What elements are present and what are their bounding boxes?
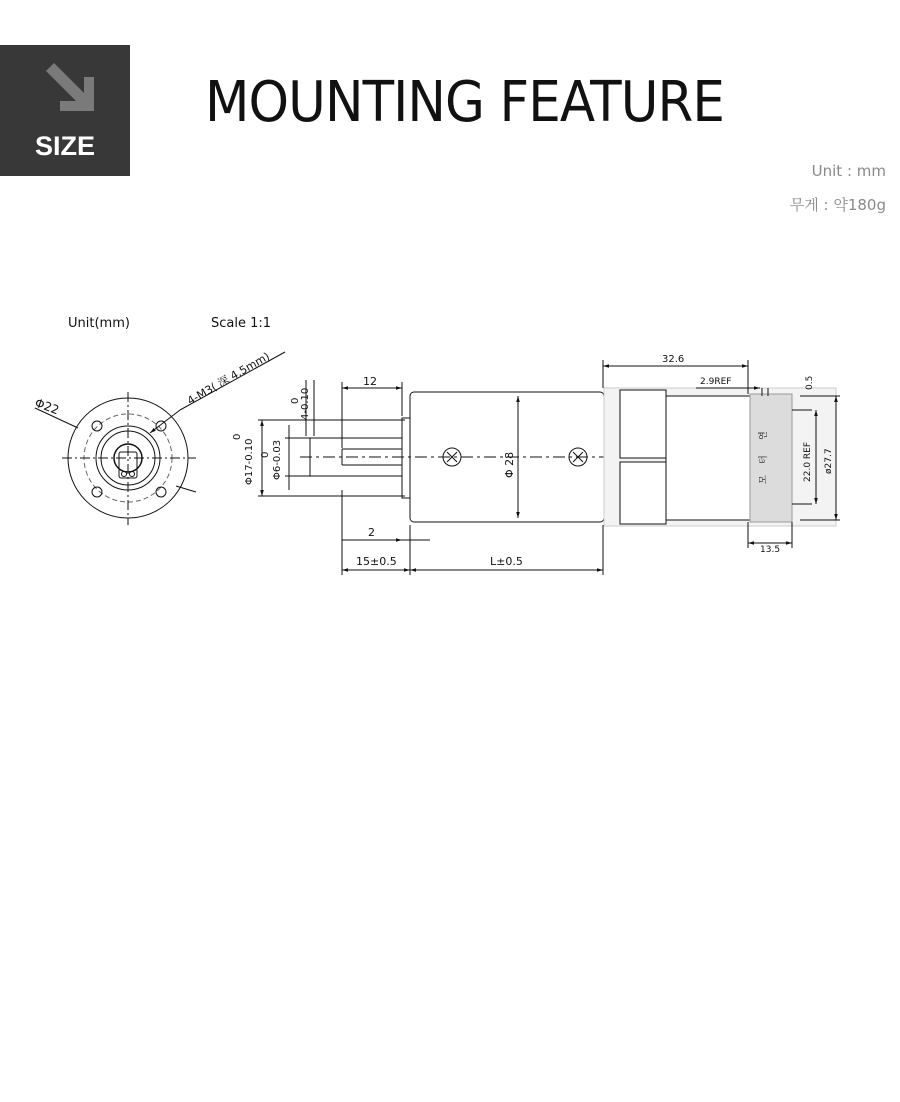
dim-22-ref-label: 22.0 REF — [803, 441, 813, 482]
motor-label-0: 모 — [759, 475, 769, 484]
dim-4-tol: 0 — [290, 397, 301, 404]
dim-28-label: Φ 28 — [503, 451, 516, 478]
dim-0-5-label: 0.5 — [805, 375, 815, 390]
dim-2-label: 2 — [368, 526, 375, 539]
front-screw-label: 4-M3( 深 4.5mm) — [185, 349, 273, 408]
dim-32-6-label: 32.6 — [662, 354, 685, 365]
unit-text: Unit : mm — [811, 162, 886, 180]
dim-2-9-label: 2.9REF — [700, 377, 732, 387]
arrow-down-right-icon — [40, 57, 100, 117]
motor-label-1: 터 — [759, 455, 769, 464]
drawing-scale-label: Scale 1:1 — [211, 316, 272, 331]
dim-12-label: 12 — [363, 375, 377, 388]
dim-4-label: 4-0.10 — [300, 387, 311, 420]
page-title: MOUNTING FEATURE — [205, 70, 724, 135]
side-view — [258, 380, 620, 575]
dim-15-label: 15±0.5 — [356, 555, 397, 568]
front-view — [32, 349, 285, 525]
front-dia-label: Φ22 — [32, 395, 61, 418]
dim-17-tol: 0 — [232, 433, 243, 440]
dim-27-7-label: ø27.7 — [824, 448, 834, 474]
dim-13-5-label: 13.5 — [760, 545, 781, 555]
motor-label-2: 연 — [759, 431, 769, 440]
technical-drawing — [0, 300, 900, 600]
dim-17-label: Φ17-0.10 — [244, 438, 255, 485]
dim-6-tol: 0 — [260, 451, 271, 458]
weight-text: 무게 : 약180g — [789, 196, 886, 214]
drawing-unit-label: Unit(mm) — [68, 316, 130, 331]
size-badge — [0, 45, 130, 176]
size-badge-label: SIZE — [34, 131, 95, 161]
dim-6-label: Φ6-0.03 — [272, 439, 283, 480]
dim-L-label: L±0.5 — [490, 555, 523, 568]
